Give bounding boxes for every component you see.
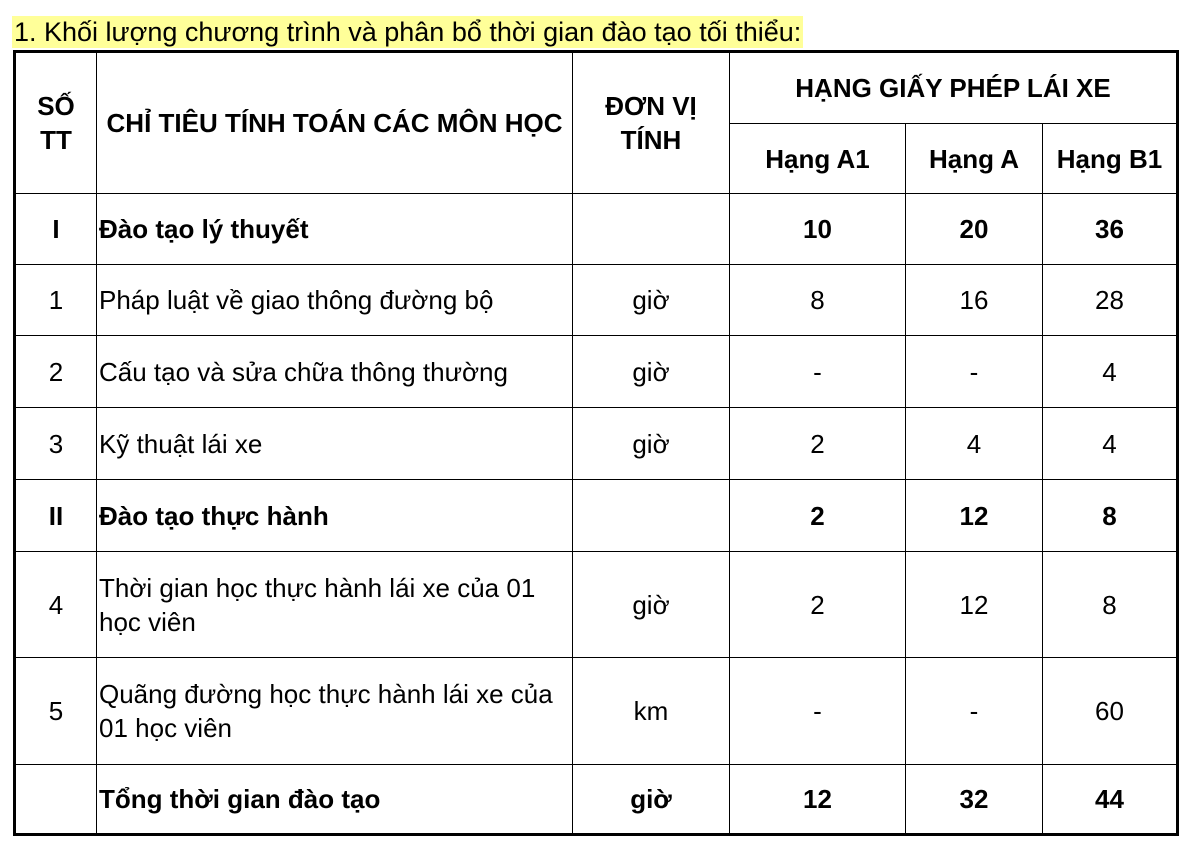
row-value-b1: 36 bbox=[1043, 194, 1178, 265]
row-stt: 4 bbox=[15, 552, 97, 658]
row-stt: 2 bbox=[15, 336, 97, 408]
row-stt: 3 bbox=[15, 408, 97, 480]
row-value-a1: 8 bbox=[730, 265, 906, 336]
row-stt: 5 bbox=[15, 658, 97, 765]
row-subject: Cấu tạo và sửa chữa thông thường bbox=[97, 336, 573, 408]
table-row bbox=[15, 658, 1178, 765]
row-value-a: - bbox=[906, 658, 1043, 765]
header-hang-a: Hạng A bbox=[906, 124, 1043, 194]
table-row bbox=[15, 194, 1178, 265]
row-value-a: 12 bbox=[906, 480, 1043, 552]
table-row bbox=[15, 408, 1178, 480]
row-value-a: 12 bbox=[906, 552, 1043, 658]
row-stt: I bbox=[15, 194, 97, 265]
row-value-a1: 2 bbox=[730, 408, 906, 480]
row-value-a1: 12 bbox=[730, 765, 906, 835]
row-value-a1: 2 bbox=[730, 552, 906, 658]
row-unit: giờ bbox=[573, 765, 730, 835]
row-unit bbox=[573, 194, 730, 265]
row-subject: Quãng đường học thực hành lái xe của 01 học viên bbox=[97, 658, 573, 765]
row-unit: giờ bbox=[573, 265, 730, 336]
header-hang-b1: Hạng B1 bbox=[1043, 124, 1178, 194]
row-subject: Kỹ thuật lái xe bbox=[97, 408, 573, 480]
row-stt bbox=[15, 765, 97, 835]
table-row-total bbox=[15, 765, 1178, 835]
training-time-table bbox=[13, 50, 1179, 836]
header-subject: CHỈ TIÊU TÍNH TOÁN CÁC MÔN HỌC bbox=[97, 52, 573, 194]
row-value-b1: 8 bbox=[1043, 480, 1178, 552]
row-stt: II bbox=[15, 480, 97, 552]
header-unit: ĐƠN VỊ TÍNH bbox=[573, 52, 730, 194]
table-row bbox=[15, 480, 1178, 552]
header-stt: SỐ TT bbox=[15, 52, 97, 194]
row-value-a1: - bbox=[730, 658, 906, 765]
row-value-b1: 8 bbox=[1043, 552, 1178, 658]
row-value-a1: - bbox=[730, 336, 906, 408]
row-subject: Tổng thời gian đào tạo bbox=[97, 765, 573, 835]
table-row bbox=[15, 265, 1178, 336]
row-value-a1: 10 bbox=[730, 194, 906, 265]
row-value-a: 32 bbox=[906, 765, 1043, 835]
row-unit: giờ bbox=[573, 336, 730, 408]
header-hang-a1: Hạng A1 bbox=[730, 124, 906, 194]
row-value-b1: 28 bbox=[1043, 265, 1178, 336]
row-value-a: 20 bbox=[906, 194, 1043, 265]
row-stt: 1 bbox=[15, 265, 97, 336]
table-row bbox=[15, 336, 1178, 408]
row-subject: Đào tạo lý thuyết bbox=[97, 194, 573, 265]
row-value-a: 4 bbox=[906, 408, 1043, 480]
row-value-a: 16 bbox=[906, 265, 1043, 336]
row-unit: km bbox=[573, 658, 730, 765]
row-value-b1: 4 bbox=[1043, 408, 1178, 480]
row-unit: giờ bbox=[573, 408, 730, 480]
row-value-b1: 4 bbox=[1043, 336, 1178, 408]
table-row bbox=[15, 552, 1178, 658]
row-unit: giờ bbox=[573, 552, 730, 658]
row-unit bbox=[573, 480, 730, 552]
row-value-a1: 2 bbox=[730, 480, 906, 552]
row-subject: Đào tạo thực hành bbox=[97, 480, 573, 552]
row-value-b1: 60 bbox=[1043, 658, 1178, 765]
row-subject: Thời gian học thực hành lái xe của 01 học viên bbox=[97, 552, 573, 658]
header-license-group: HẠNG GIẤY PHÉP LÁI XE bbox=[730, 52, 1178, 124]
row-value-a: - bbox=[906, 336, 1043, 408]
document-caption: 1. Khối lượng chương trình và phân bổ thời gian đào tạo tối thiểu: bbox=[14, 17, 802, 47]
row-value-b1: 44 bbox=[1043, 765, 1178, 835]
row-subject: Pháp luật về giao thông đường bộ bbox=[97, 265, 573, 336]
